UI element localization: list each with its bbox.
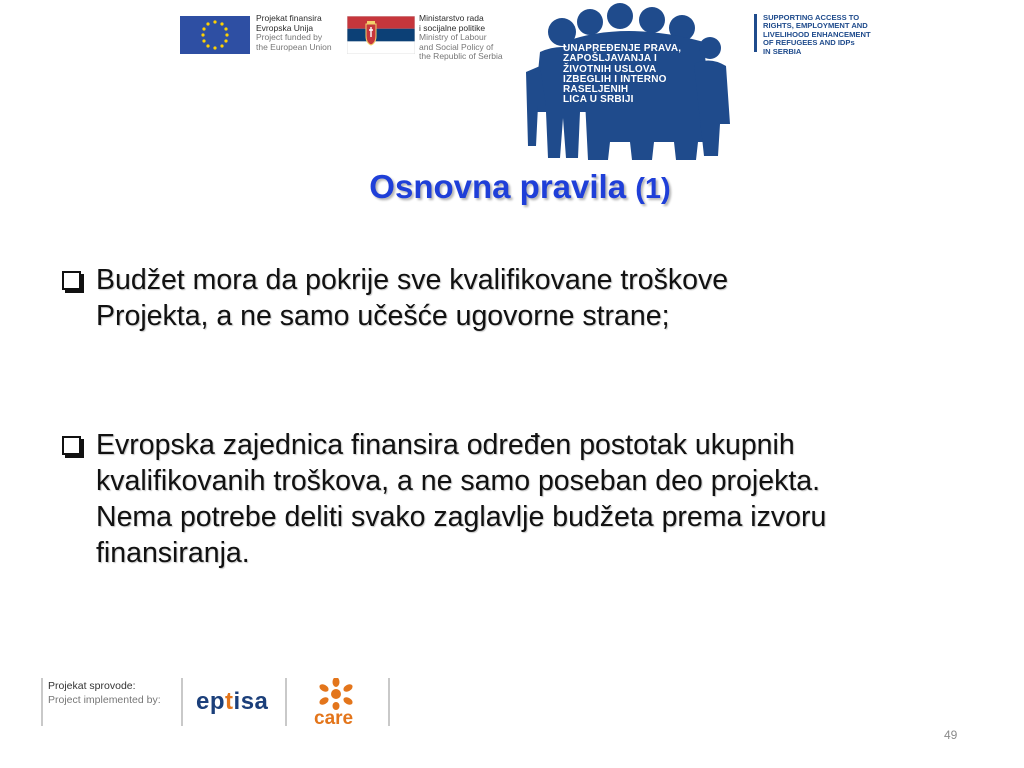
project-en-line: RIGHTS, EMPLOYMENT AND <box>763 21 868 31</box>
project-logo-line: UNAPREĐENJE PRAVA, <box>563 43 682 54</box>
project-en-line: SUPPORTING ACCESS TO <box>763 13 860 22</box>
bullet-line: finansiranja. <box>96 537 250 569</box>
slide-title <box>0 168 1024 206</box>
project-en-line: LIVELIHOOD ENHANCEMENT <box>763 29 871 39</box>
care-logo-text: care <box>314 708 354 729</box>
page-number: 49 <box>944 728 958 742</box>
footer-divider <box>41 678 43 726</box>
eptisa-logo-part: t <box>225 688 234 715</box>
eptisa-logo-part: i <box>233 688 241 715</box>
project-logo-line: LICA U SRBIJI <box>563 94 634 106</box>
slide-title-text: Osnovna pravila <box>369 168 627 205</box>
footer-divider <box>388 678 390 726</box>
eu-flag-logo <box>180 16 250 54</box>
ministry-label-line: Ministarstvo rada <box>419 13 484 23</box>
bullet-line: Projekta, a ne samo učešće ugovorne strane; <box>96 300 670 332</box>
ministry-label-line: Ministry of Labour <box>419 32 487 42</box>
bullet-line: Budžet mora da pokrije sve kvalifikovane troškove <box>96 264 729 296</box>
project-en-line: OF REFUGEES AND IDPs <box>763 38 855 48</box>
project-logo-text <box>563 44 713 106</box>
bullet-line: Evropska zajednica finansira određen postotak ukupnih <box>96 429 795 461</box>
eptisa-logo-part: sa <box>240 688 269 715</box>
header-divider <box>754 14 757 52</box>
bullet-line: Nema potrebe deliti svako zaglavlje budžeta prema izvoru <box>96 501 827 533</box>
eptisa-logo-part: ep <box>196 688 226 715</box>
bullet-item <box>60 262 980 334</box>
slide-title-number: (1) <box>635 173 671 205</box>
footer-divider <box>285 678 287 726</box>
footer-divider <box>181 678 183 726</box>
project-logo-line: ZAPOŠLJAVANJA I <box>563 53 657 65</box>
eptisa-logo <box>196 688 268 716</box>
checkbox-bullet-icon <box>62 436 81 455</box>
implemented-by-line: Projekat sprovode: <box>48 680 136 692</box>
ministry-label-line: and Social Policy of <box>419 41 494 52</box>
project-logo-line: ŽIVOTNIH USLOVA <box>563 63 657 75</box>
implemented-by-line: Project implemented by: <box>48 694 161 706</box>
project-english-title <box>763 14 903 56</box>
ministry-label <box>419 14 519 62</box>
eu-label-line: Projekat finansira <box>256 13 322 23</box>
eu-funding-label <box>256 14 346 52</box>
eu-label-line: the European Union <box>256 41 332 52</box>
project-logo-line: IZBEGLIH I INTERNO <box>563 73 667 85</box>
bullet-line: kvalifikovanih troškova, a ne samo poseban deo projekta. <box>96 465 821 497</box>
eu-label-line: Evropska Unija <box>256 22 314 33</box>
care-hands-icon <box>314 678 358 710</box>
ministry-label-line: i socijalne politike <box>419 22 486 33</box>
project-logo-line: RASELJENIH <box>563 84 629 96</box>
implemented-by-label <box>48 679 161 707</box>
eu-label-line: Project funded by <box>256 32 323 42</box>
bullet-item <box>60 427 980 571</box>
checkbox-bullet-icon <box>62 271 81 290</box>
project-en-line: IN SERBIA <box>763 46 802 56</box>
ministry-label-line: the Republic of Serbia <box>419 51 503 61</box>
serbia-flag-logo <box>347 16 415 54</box>
